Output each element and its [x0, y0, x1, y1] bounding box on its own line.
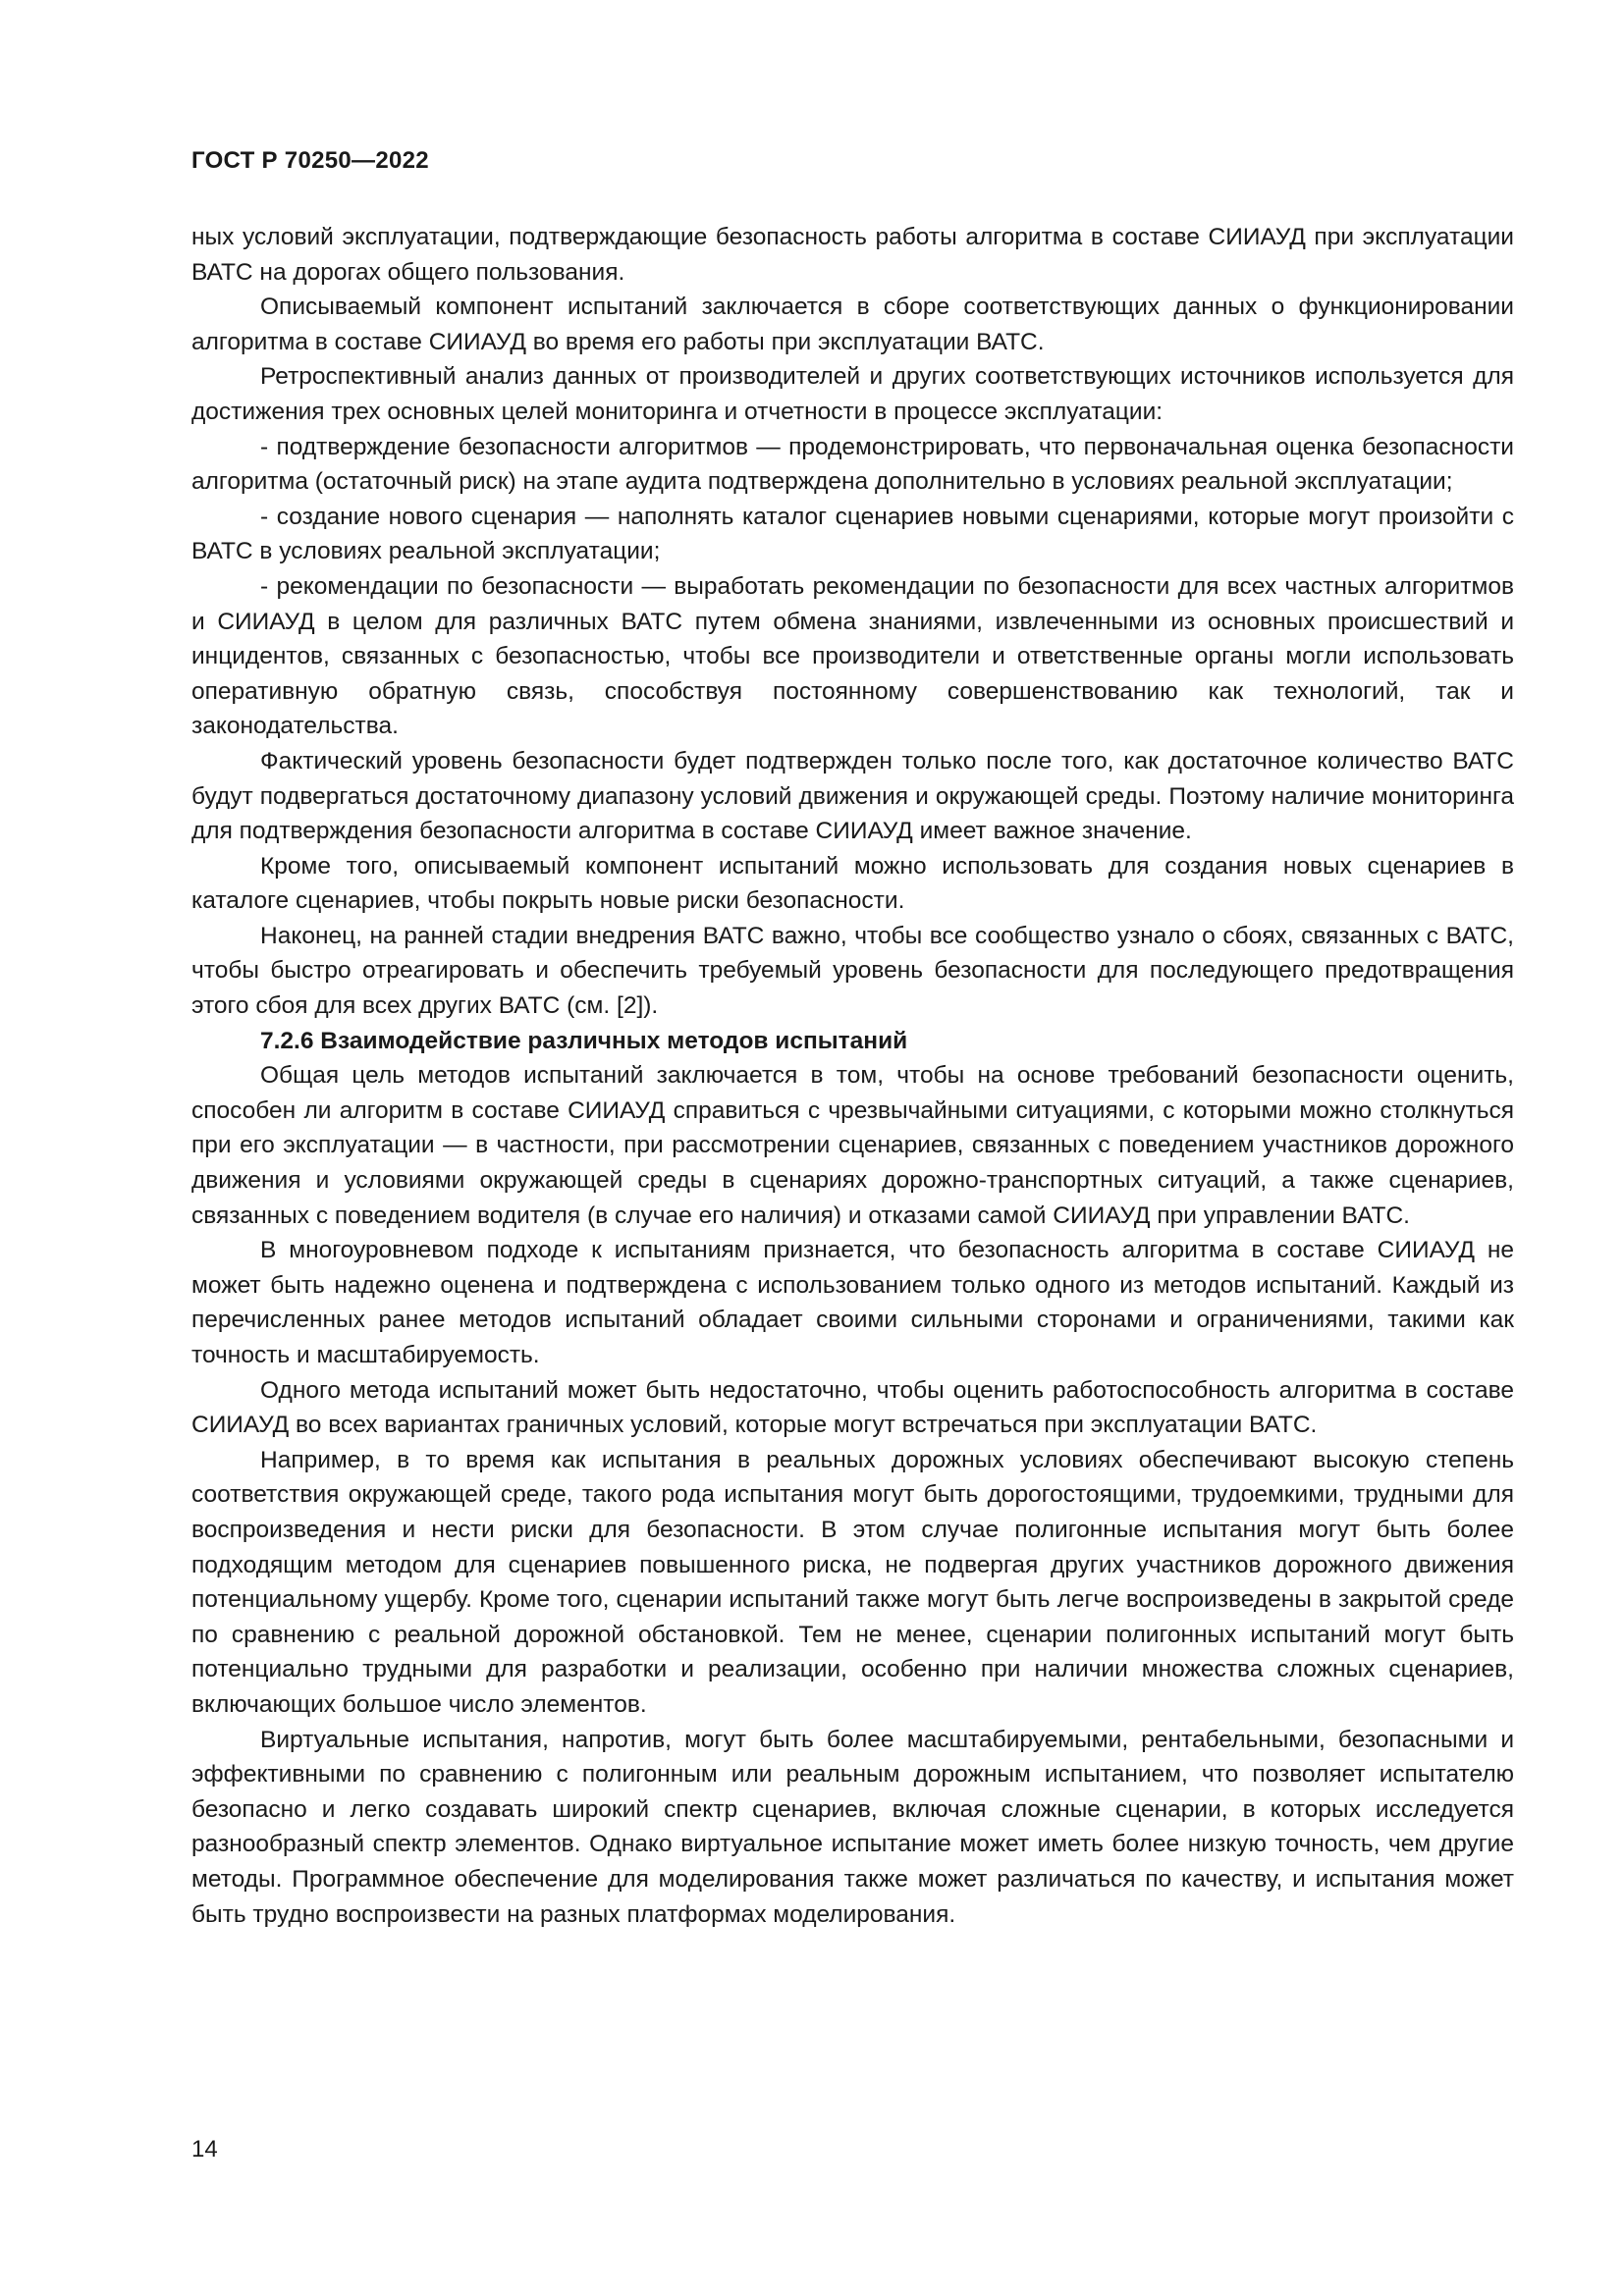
paragraph: Кроме того, описываемый компонент испытаний можно использовать для создания новых сценариев в каталоге сценариев, чтобы покрыть новые риски безопасности. — [191, 852, 1514, 915]
page-number: 14 — [191, 2136, 218, 2163]
list-item: - создание нового сценария — наполнять каталог сценариев новыми сценариями, которые могут произойти с ВАТС в условиях реальной эксплуатации; — [191, 503, 1514, 565]
paragraph: Виртуальные испытания, напротив, могут быть более масштабируемыми, рентабельными, безопасными и эффективными по сравнению с полигонным или реальным дорожным испытанием, что позволяет испытателю безопасно и легко создавать широкий спектр сценариев, включая сложные сценарии, в которых исследуется разнообразный спектр элементов. Однако виртуальное испытание может иметь более низкую точность, чем другие методы. Программное обеспечение для моделирования также может различаться по качеству, и испытания может быть трудно воспроизвести на разных платформах моделирования. — [191, 1726, 1514, 1928]
paragraph: Общая цель методов испытаний заключается в том, чтобы на основе требований безопасности оценить, способен ли алгоритм в составе СИИАУД справиться с чрезвычайными ситуациями, с которыми можно столкнуться при его эксплуатации — в частности, при рассмотрении сценариев, связанных с поведением участников дорожного движения и условиями окружающей среды в сценариях дорожно-транспортных ситуаций, а также сценариев, связанных с поведением водителя (в случае его наличия) и отказами самой СИИАУД при управлении ВАТС. — [191, 1062, 1514, 1229]
document-body — [191, 220, 1514, 1932]
paragraph: Фактический уровень безопасности будет подтвержден только после того, как достаточное количество ВАТС будут подвергаться достаточному диапазону условий движения и окружающей среды. Поэтому наличие мониторинга для подтверждения безопасности алгоритма в составе СИИАУД имеет важное значение. — [191, 747, 1514, 845]
paragraph: Например, в то время как испытания в реальных дорожных условиях обеспечивают высокую степень соответствия окружающей среде, такого рода испытания могут быть дорогостоящими, трудоемкими, трудными для воспроизведения и нести риски для безопасности. В этом случае полигонные испытания могут быть более подходящим методом для сценариев повышенного риска, не подвергая других участников дорожного движения потенциальному ущербу. Кроме того, сценарии испытаний также могут быть легче воспроизведены в закрытой среде по сравнению с реальной дорожной обстановкой. Тем не менее, сценарии полигонных испытаний могут быть потенциально трудными для разработки и реализации, особенно при наличии множества сложных сценариев, включающих большое число элементов. — [191, 1446, 1514, 1718]
paragraph: В многоуровневом подходе к испытаниям признается, что безопасность алгоритма в составе СИИАУД не может быть надежно оценена и подтверждена с использованием только одного из методов испытаний. Каждый из перечисленных ранее методов испытаний обладает своими сильными сторонами и ограничениями, такими как точность и масштабируемость. — [191, 1237, 1514, 1368]
paragraph: Одного метода испытаний может быть недостаточно, чтобы оценить работоспособность алгоритма в составе СИИАУД во всех вариантах граничных условий, которые могут встречаться при эксплуатации ВАТС. — [191, 1376, 1514, 1439]
paragraph: Наконец, на ранней стадии внедрения ВАТС важно, чтобы все сообщество узнало о сбоях, связанных с ВАТС, чтобы быстро отреагировать и обеспечить требуемый уровень безопасности для последующего предотвращения этого сбоя для всех других ВАТС (см. [2]). — [191, 922, 1514, 1020]
list-item: - рекомендации по безопасности — выработать рекомендации по безопасности для всех частных алгоритмов и СИИАУД в целом для различных ВАТС путем обмена знаниями, извлеченными из основных происшествий и инцидентов, связанных с безопасностью, чтобы все производители и ответственные органы могли использовать оперативную обратную связь, способствуя постоянному совершенствованию как технологий, так и законодательства. — [191, 572, 1514, 740]
list-item: - подтверждение безопасности алгоритмов — продемонстрировать, что первоначальная оценка безопасности алгоритма (остаточный риск) на этапе аудита подтверждена дополнительно в условиях реальной эксплуатации; — [191, 433, 1514, 496]
page-header: ГОСТ Р 70250—2022 — [191, 147, 429, 174]
paragraph: Описываемый компонент испытаний заключается в сборе соответствующих данных о функционировании алгоритма в составе СИИАУД во время его работы при эксплуатации ВАТС. — [191, 294, 1514, 355]
paragraph: ных условий эксплуатации, подтверждающие безопасность работы алгоритма в составе СИИАУД при эксплуатации ВАТС на дорогах общего пользования. — [191, 224, 1514, 286]
section-heading: 7.2.6 Взаимодействие различных методов испытаний — [260, 1027, 908, 1054]
paragraph: Ретроспективный анализ данных от производителей и других соответствующих источников используется для достижения трех основных целей мониторинга и отчетности в процессе эксплуатации: — [191, 363, 1514, 425]
